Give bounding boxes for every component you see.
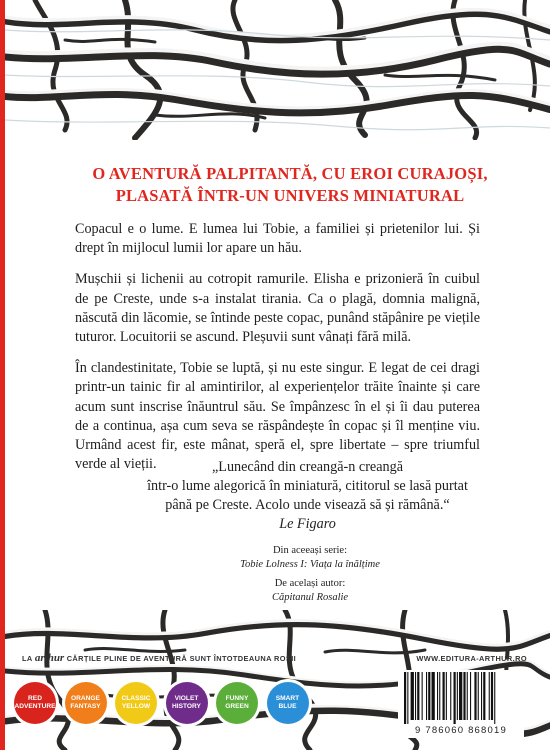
badge-line-1: FUNNY — [225, 695, 249, 702]
strap-slogan: CĂRȚILE PLINE DE AVENTURĂ SUNT ÎNTOTDEAUNA ROȘII — [66, 654, 297, 663]
series-info — [120, 544, 500, 605]
series-label: Din aceeași serie: — [272, 545, 348, 556]
badge-red-adventure — [14, 682, 56, 724]
arthur-logo: arthur — [34, 652, 65, 664]
publisher-strapline — [22, 652, 527, 664]
badge-violet-history — [166, 682, 208, 724]
barcode-bars — [398, 670, 524, 724]
quote-source: Le Figaro — [279, 516, 336, 532]
headline-line-2: PLASATĂ ÎNTR-UN UNIVERS MINIATURAL — [115, 186, 465, 205]
badge-line-2: GREEN — [225, 703, 249, 710]
badge-line-2: YELLOW — [121, 703, 151, 710]
blurb-paragraph-3: În clandestinitate, Tobie se luptă, și nu este singur. E legat de cei dragi printr-un tainic fir al amintirilor, al experiențelor trăite înainte și care acum sunt inscrise înăuntrul său. Se împânzesc în el și îi dau puterea de a continua, așa cum seva se răspândește în copac și îl menține viu. Urmând acest fir, este mânat, speră el, spre libertate – spre triumful verde al vieții. — [75, 360, 480, 473]
blurb-paragraph-2: Mușchii și lichenii au cotropit ramurile. Elisha e prizonieră în cuibul de pe Creste, unde s-a instalat tirania. Ca o plagă, domnia malignă, născută din lăcomie, se întinde peste copac, punând stăpânire pe viețile tuturor. Locuitorii se ascund. Pleșuvii sunt vânați fără milă. — [75, 271, 480, 346]
author-label: De același autor: — [274, 578, 346, 589]
isbn-number: 9 786060 868019 — [415, 725, 507, 736]
badge-line-2: FANTASY — [70, 703, 101, 710]
badge-line-2: ADVENTURE — [14, 703, 56, 710]
series-title: Tobie Lolness I: Viața la înălțime — [240, 559, 380, 570]
badge-line-1: SMART — [275, 695, 300, 702]
badge-line-2: BLUE — [278, 703, 297, 710]
quote-line-1: „Lunecând din creangă-n creangă — [211, 459, 404, 475]
badge-orange-fantasy — [65, 682, 107, 724]
blurb-paragraph-1: Copacul e o lume. E lumea lui Tobie, a familiei și prietenilor lui. Și drept în mijlocul lumii lor apare un hău. — [75, 221, 480, 257]
publisher-url: WWW.EDITURA-ARTHUR.RO — [416, 653, 527, 663]
badge-line-1: CLASSIC — [121, 695, 151, 702]
isbn-barcode — [398, 670, 524, 738]
blurb-text — [75, 220, 480, 486]
badge-line-1: VIOLET — [174, 695, 199, 702]
author-title: Căpitanul Rosalie — [271, 592, 349, 603]
badge-line-2: HISTORY — [172, 703, 201, 710]
cover-headline — [70, 163, 510, 207]
press-quote — [115, 458, 500, 534]
badge-smart-blue — [267, 682, 309, 724]
badge-classic-yellow — [115, 682, 157, 724]
headline-line-1: O AVENTURĂ PALPITANTĂ, CU EROI CURAJOȘI, — [92, 164, 488, 183]
collection-badges — [14, 682, 317, 724]
badge-line-1: ORANGE — [71, 695, 100, 702]
snowy-branches-top-illustration — [5, 0, 550, 140]
strap-la: LA — [22, 654, 33, 663]
quote-line-2: într-o lume alegorică în miniatură, cititorul se lasă purtat — [147, 478, 468, 494]
badge-funny-green — [216, 682, 258, 724]
badge-line-1: RED — [28, 695, 42, 702]
quote-line-3: până pe Creste. Acolo unde visează să și rămână.“ — [165, 497, 450, 513]
